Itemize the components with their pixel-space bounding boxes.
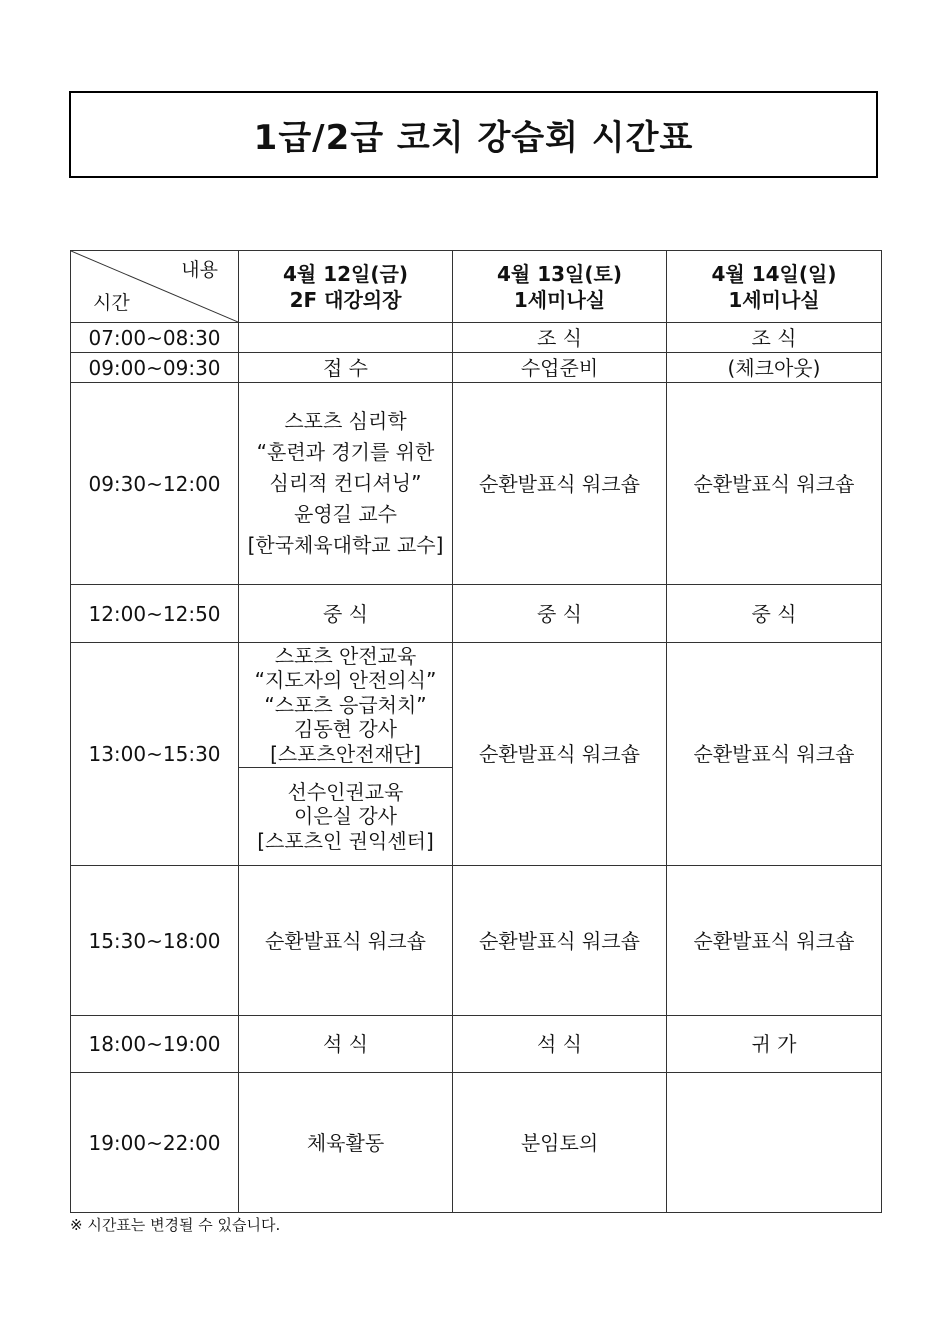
lecture-line: [한국체육대학교 교수] — [247, 533, 444, 557]
schedule-table — [70, 250, 882, 1213]
safety-lecture — [239, 643, 452, 768]
lecture-split-cell — [239, 643, 453, 866]
table-row — [71, 1016, 882, 1073]
schedule-cell: 순환발표식 워크숍 — [667, 866, 882, 1016]
schedule-cell: 조 식 — [453, 323, 667, 353]
schedule-cell: 접 수 — [239, 353, 453, 383]
corner-content-label: 내용 — [181, 259, 218, 281]
table-row — [71, 585, 882, 643]
schedule-cell: 체육활동 — [239, 1073, 453, 1213]
schedule-cell: 분임토의 — [453, 1073, 667, 1213]
lecture-line: 선수인권교육 — [287, 779, 404, 804]
day-date: 4월 14일(일) — [711, 261, 837, 286]
lecture-line: [스포츠인 권익센터] — [257, 828, 434, 853]
day-place: 1세미나실 — [513, 287, 606, 312]
lecture-line: “훈련과 경기를 위한 — [256, 440, 435, 464]
day-header-3 — [667, 251, 882, 323]
lecture-line: 심리적 컨디셔닝” — [269, 471, 422, 495]
schedule-cell: 순환발표식 워크숍 — [453, 383, 667, 585]
day-place: 2F 대강의장 — [289, 287, 402, 312]
schedule-cell: 수업준비 — [453, 353, 667, 383]
lecture-line: 스포츠 심리학 — [284, 409, 407, 433]
lecture-line: 김동현 강사 — [294, 717, 397, 742]
time-cell: 18:00~19:00 — [71, 1016, 239, 1073]
corner-cell — [71, 251, 239, 323]
page-title: 1급/2급 코치 강습회 시간표 — [253, 118, 694, 158]
schedule-cell: 순환발표식 워크숍 — [667, 383, 882, 585]
schedule-cell: 석 식 — [453, 1016, 667, 1073]
schedule-cell: 중 식 — [453, 585, 667, 643]
table-row — [71, 643, 882, 866]
schedule-cell: 순환발표식 워크숍 — [667, 643, 882, 866]
schedule-cell — [239, 323, 453, 353]
rights-lecture — [239, 768, 452, 865]
schedule-cell: 순환발표식 워크숍 — [453, 866, 667, 1016]
time-cell: 13:00~15:30 — [71, 643, 239, 866]
day-place: 1세미나실 — [728, 287, 820, 312]
day-header-1 — [239, 251, 453, 323]
lecture-line: “지도자의 안전의식” — [254, 668, 437, 693]
day-header-2 — [453, 251, 667, 323]
corner-time-label: 시간 — [93, 292, 130, 314]
table-row — [71, 353, 882, 383]
schedule-cell: 중 식 — [239, 585, 453, 643]
schedule-cell: 귀 가 — [667, 1016, 882, 1073]
lecture-line: 스포츠 안전교육 — [274, 643, 417, 668]
schedule-cell — [667, 1073, 882, 1213]
table-row — [71, 383, 882, 585]
schedule-cell: (체크아웃) — [667, 353, 882, 383]
time-cell: 07:00~08:30 — [71, 323, 239, 353]
table-row — [71, 1073, 882, 1213]
time-cell: 09:00~09:30 — [71, 353, 239, 383]
schedule-cell: 조 식 — [667, 323, 882, 353]
time-cell: 12:00~12:50 — [71, 585, 239, 643]
lecture-line: 이은실 강사 — [294, 804, 397, 829]
title-box — [69, 91, 878, 178]
schedule-cell: 순환발표식 워크숍 — [453, 643, 667, 866]
day-date: 4월 13일(토) — [497, 261, 622, 286]
schedule-note: ※ 시간표는 변경될 수 있습니다. — [70, 1216, 281, 1234]
schedule-cell: 석 식 — [239, 1016, 453, 1073]
schedule-cell: 중 식 — [667, 585, 882, 643]
table-row — [71, 866, 882, 1016]
table-row — [71, 323, 882, 353]
lecture-line: “스포츠 응급처치” — [264, 692, 427, 717]
lecture-line: [스포츠안전재단] — [270, 741, 421, 766]
time-cell: 09:30~12:00 — [71, 383, 239, 585]
lecture-cell — [239, 383, 453, 585]
lecture-line: 윤영길 교수 — [294, 502, 397, 526]
time-cell: 15:30~18:00 — [71, 866, 239, 1016]
time-cell: 19:00~22:00 — [71, 1073, 239, 1213]
day-date: 4월 12일(금) — [283, 261, 408, 286]
schedule-cell: 순환발표식 워크숍 — [239, 866, 453, 1016]
header-row — [71, 251, 882, 323]
